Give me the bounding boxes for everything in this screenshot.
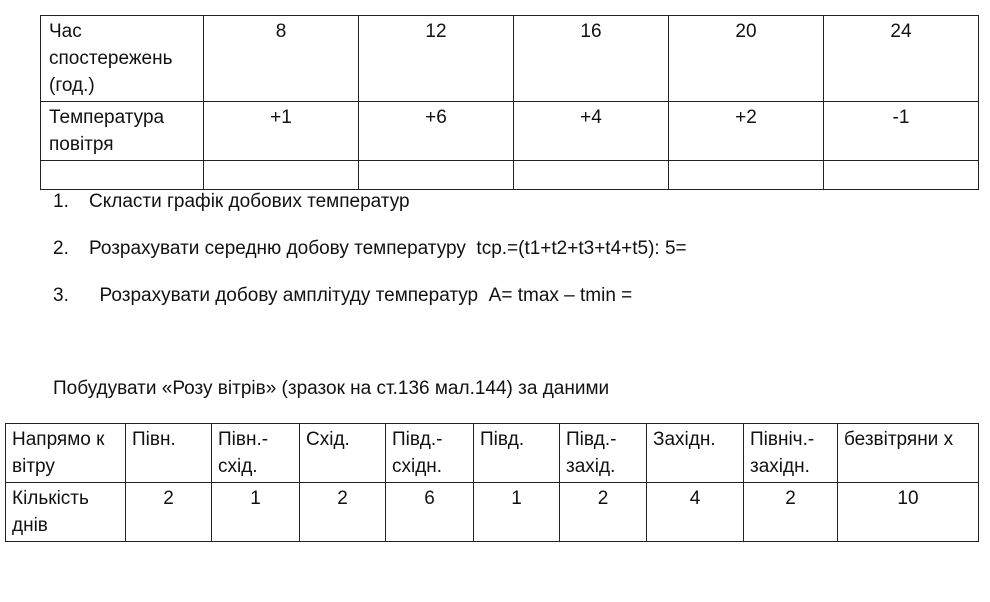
table-row-time (41, 16, 979, 102)
days-cell: 1 (212, 483, 300, 542)
row-header-direction: Напрямо к вітру (6, 424, 126, 483)
days-cell: 2 (744, 483, 838, 542)
table-row-days (6, 483, 979, 542)
time-cell: 20 (669, 16, 824, 102)
wind-table (5, 423, 979, 542)
direction-cell: Схід. (300, 424, 386, 483)
temperature-cell: +2 (669, 102, 824, 161)
task-number: 2. (53, 238, 69, 259)
table-row-direction (6, 424, 979, 483)
task-text: Розрахувати добову амплітуду температур A= tmax – tmin = (89, 285, 633, 306)
empty-cell (514, 161, 669, 190)
empty-cell (824, 161, 979, 190)
temperature-cell: +1 (204, 102, 359, 161)
empty-cell (359, 161, 514, 190)
task-text: Розрахувати середню добову температуру tср.=(t1+t2+t3+t4+t5): 5= (89, 238, 687, 259)
table-row-temperature (41, 102, 979, 161)
days-cell: 1 (474, 483, 560, 542)
task-number: 3. (53, 285, 69, 306)
time-cell: 8 (204, 16, 359, 102)
direction-cell: Півд.- захід. (560, 424, 647, 483)
table-row-empty (41, 161, 979, 190)
time-cell: 12 (359, 16, 514, 102)
time-cell: 24 (824, 16, 979, 102)
task-text: Скласти графік добових температур (89, 191, 410, 212)
row-header-time: Час спостережень (год.) (41, 16, 204, 102)
days-cell: 10 (838, 483, 979, 542)
task-1 (53, 191, 410, 213)
temperature-cell: -1 (824, 102, 979, 161)
task-2 (53, 238, 687, 260)
temperature-cell: +4 (514, 102, 669, 161)
direction-cell: Півн. (126, 424, 212, 483)
task-3 (53, 285, 632, 307)
temperature-cell: +6 (359, 102, 514, 161)
direction-cell: Західн. (647, 424, 744, 483)
empty-cell (669, 161, 824, 190)
days-cell: 2 (300, 483, 386, 542)
empty-cell (41, 161, 204, 190)
time-cell: 16 (514, 16, 669, 102)
direction-cell: Півд.- східн. (386, 424, 474, 483)
days-cell: 6 (386, 483, 474, 542)
direction-cell: Півнiч.- західн. (744, 424, 838, 483)
days-cell: 2 (126, 483, 212, 542)
temperature-table (40, 15, 979, 190)
direction-cell: Півн.- схід. (212, 424, 300, 483)
row-header-days: Кількість днів (6, 483, 126, 542)
empty-cell (204, 161, 359, 190)
direction-cell: Півд. (474, 424, 560, 483)
days-cell: 2 (560, 483, 647, 542)
task-number: 1. (53, 191, 69, 212)
row-header-temperature: Температура повітря (41, 102, 204, 161)
direction-cell: безвітряни х (838, 424, 979, 483)
days-cell: 4 (647, 483, 744, 542)
wind-rose-heading: Побудувати «Розу вітрів» (зразок на ст.136 мал.144) за даними (53, 378, 610, 399)
